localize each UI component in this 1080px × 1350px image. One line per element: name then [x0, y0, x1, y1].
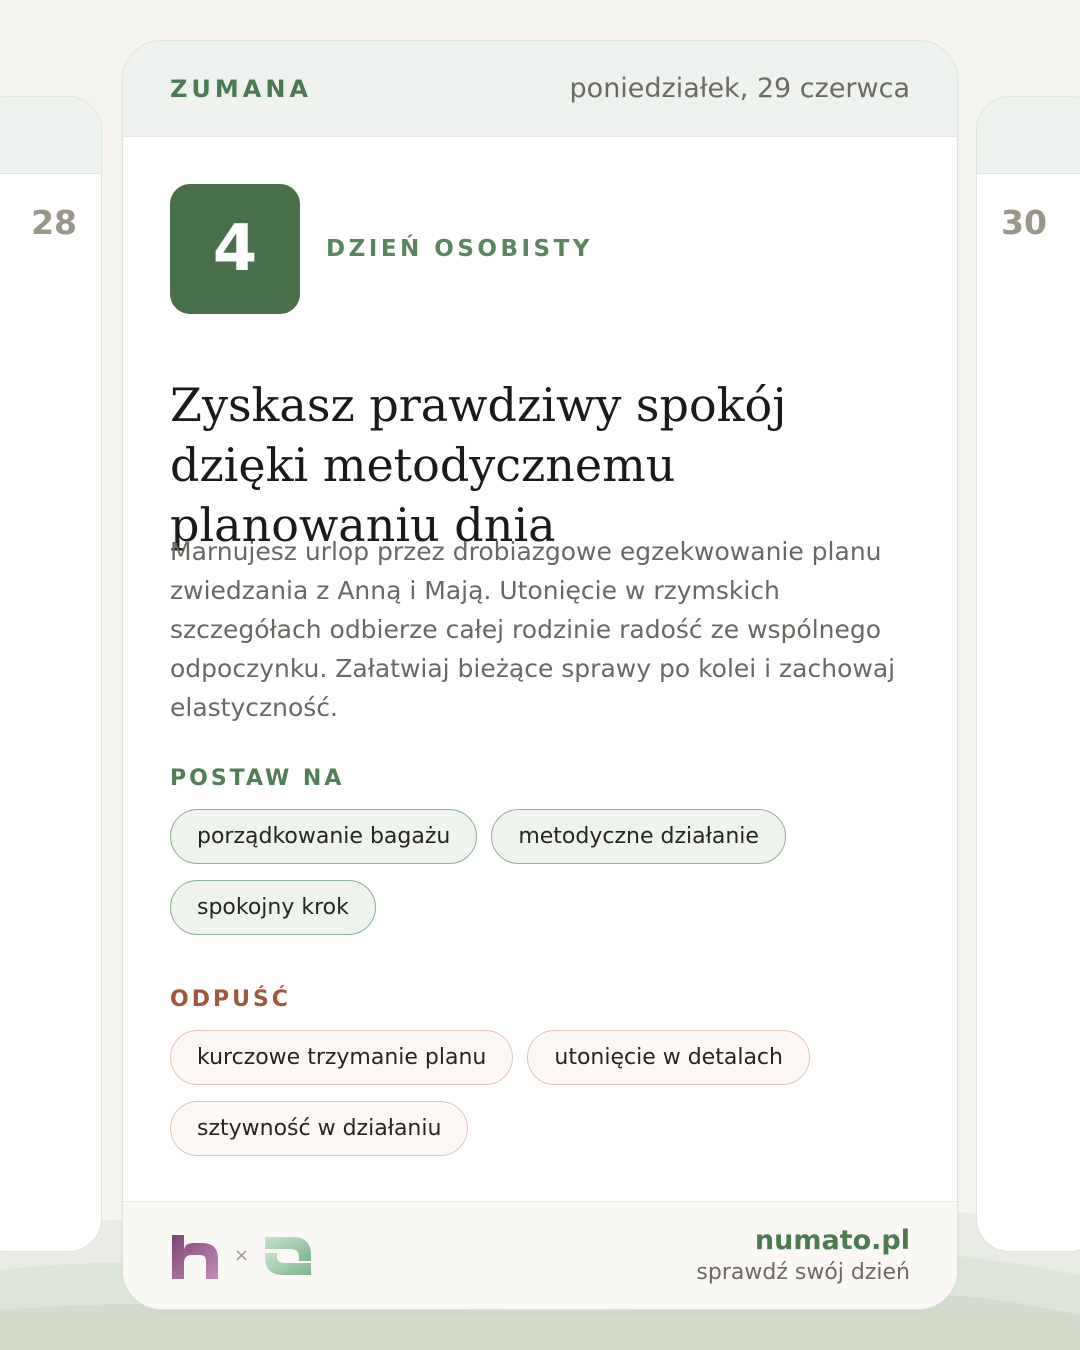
card-footer [123, 1201, 957, 1309]
day-number-row [170, 184, 593, 314]
footer-link-block[interactable] [696, 1224, 910, 1288]
previous-day-card-header [0, 97, 101, 174]
partner-logos [170, 1231, 313, 1281]
footer-cta: sprawdź swój dzień [696, 1259, 910, 1285]
previous-day-card[interactable] [0, 96, 102, 1252]
day-card [122, 40, 958, 1310]
numato-logo-icon [263, 1231, 313, 1281]
focus-chip: metodyczne działanie [491, 809, 786, 864]
focus-section-label: POSTAW NA [170, 766, 345, 791]
site-link[interactable]: numato.pl [754, 1224, 910, 1256]
zumana-logo-icon [170, 1231, 220, 1281]
day-type-label: DZIEŃ OSOBISTY [326, 236, 593, 262]
next-day-card[interactable] [976, 96, 1080, 1252]
let-go-chip: kurczowe trzymanie planu [170, 1030, 513, 1085]
card-header [123, 41, 957, 137]
day-description: Marnujesz urlop przez drobiazgowe egzekwowanie planu zwiedzania z Anną i Mają. Utonięcie w rzymskich szczegółach odbierze całej rodzinie radość ze wspólnego odpoczynku. Załatwiaj bieżące sprawy po kolei i zachowaj elastyczność. [170, 537, 896, 722]
next-day-card-header [977, 97, 1080, 174]
current-date: poniedziałek, 29 czerwca [569, 73, 910, 104]
next-day-number: 30 [1001, 203, 1047, 242]
let-go-section-label: ODPUŚĆ [170, 987, 291, 1012]
focus-chip: porządkowanie bagażu [170, 809, 477, 864]
focus-chip: spokojny krok [170, 880, 376, 935]
brand-name: ZUMANA [170, 74, 313, 103]
focus-chip-list [170, 809, 912, 935]
previous-day-number: 28 [31, 203, 77, 242]
let-go-chip-list [170, 1030, 912, 1156]
logo-separator: × [234, 1245, 250, 1266]
day-number-badge: 4 [170, 184, 300, 314]
let-go-chip: sztywność w działaniu [170, 1101, 468, 1156]
headline: Zyskasz prawdziwy spokój dzięki metodycznemu planowaniu dnia [170, 378, 787, 552]
let-go-chip: utonięcie w detalach [527, 1030, 810, 1085]
